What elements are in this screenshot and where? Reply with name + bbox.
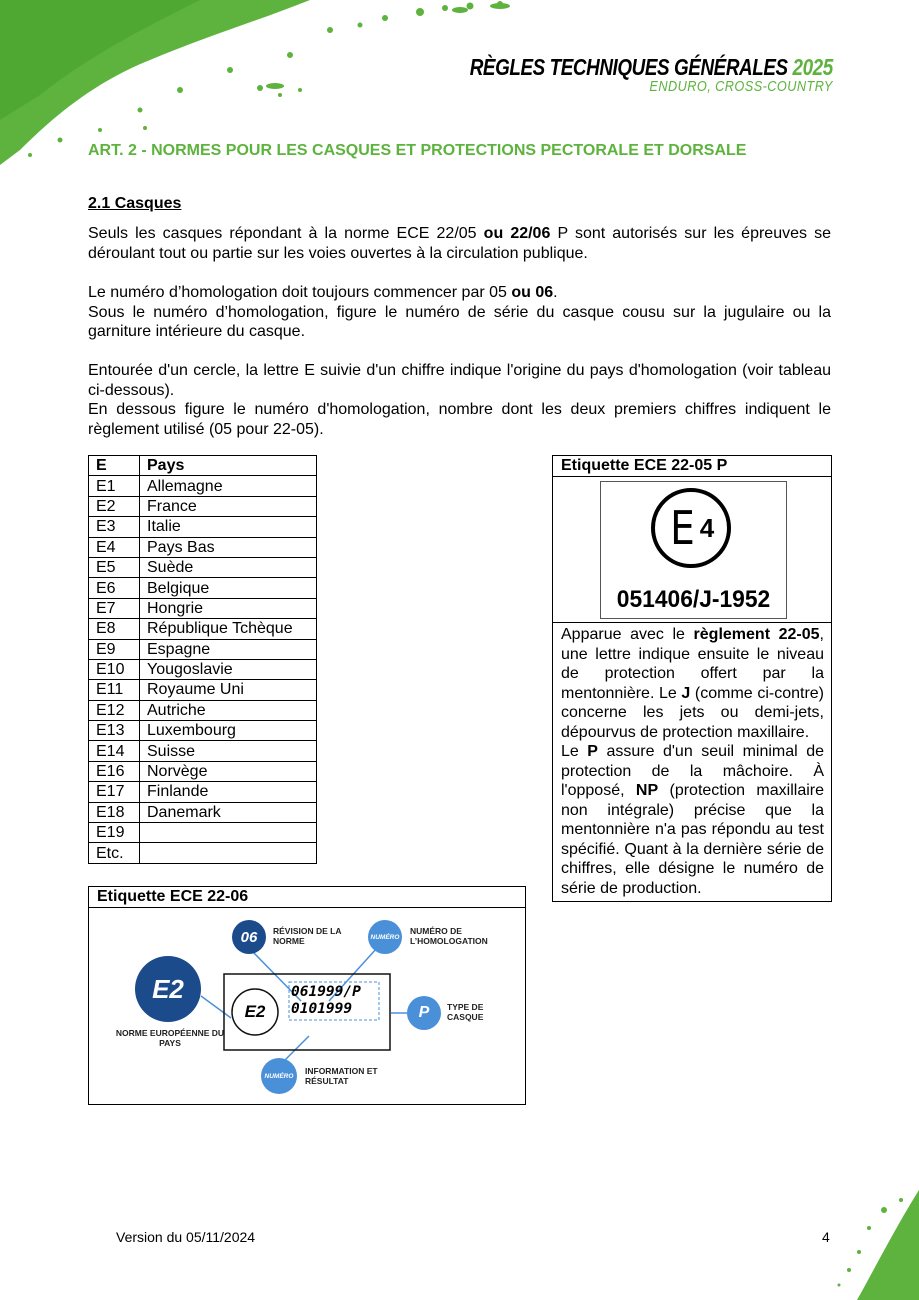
label-ece-2205-box xyxy=(552,455,832,902)
country-code-cell: E2 xyxy=(89,496,140,516)
country-name-cell: Belgique xyxy=(140,578,317,598)
country-code-cell: E6 xyxy=(89,578,140,598)
country-code-table xyxy=(88,455,317,864)
revision-badge: 06 xyxy=(232,920,266,954)
country-name-cell: Espagne xyxy=(140,639,317,659)
paragraph-homologation-number: Le numéro d’homologation doit toujours commencer par 05 ou 06. Sous le numéro d’homologation, figure le numéro de série du casque cousu sur la jugulaire ou la garniture intérieure du casque. xyxy=(88,284,831,340)
country-name-cell: Norvège xyxy=(140,761,317,781)
country-code-cell: E8 xyxy=(89,619,140,639)
country-name-cell: France xyxy=(140,496,317,516)
table-row xyxy=(89,517,317,537)
table-row xyxy=(89,843,317,863)
information-resultat-label: INFORMATION ET RÉSULTAT xyxy=(305,1066,378,1086)
country-code-cell: E14 xyxy=(89,741,140,761)
table-row xyxy=(89,659,317,679)
label-2205-description: Apparue avec le règlement 22-05, une lettre indique ensuite le niveau de protection offert par la mentonnière. Le J (comme ci-contre) concerne les jets ou demi-jets, dépourvus de protection maxillaire. Le P assure d'un seuil minimal de protection de la mâchoire. À l'opposé, NP (protection maxillaire non intégrale) précise que la mentonnière n'a pas répondu au test spécifié. Quant à la dernière série de chiffres, elle désigne le numéro de série de production. xyxy=(561,626,824,897)
country-code-cell: E12 xyxy=(89,700,140,720)
table-row xyxy=(89,761,317,781)
country-name-cell: Finlande xyxy=(140,782,317,802)
header-year: 2025 xyxy=(792,54,833,80)
green-splash-decoration-bottom xyxy=(789,1190,919,1300)
label-2206-diagram xyxy=(89,908,525,1104)
country-name-cell: Luxembourg xyxy=(140,721,317,741)
country-name-cell: Pays Bas xyxy=(140,537,317,557)
country-code-cell: E5 xyxy=(89,557,140,577)
type-badge-p: P xyxy=(407,996,441,1030)
label-2205-image xyxy=(553,477,831,623)
country-code-cell: E17 xyxy=(89,782,140,802)
type-casque-label: TYPE DE CASQUE xyxy=(447,1002,484,1022)
table-row xyxy=(89,619,317,639)
country-name-cell xyxy=(140,843,317,863)
country-code-cell: E19 xyxy=(89,823,140,843)
table-row xyxy=(89,476,317,496)
country-code-cell: E11 xyxy=(89,680,140,700)
table-header-e: E xyxy=(89,456,140,476)
paragraph-circle-letter: Entourée d'un cercle, la lettre E suivie d'un chiffre indique l'origine du pays d'homologation (voir tableau ci-dessous). En dessous figure le numéro d'homologation, nombre dont les deux premiers chiffres indiquent le règlement utilisé (05 pour 22-05). xyxy=(88,362,831,438)
header-subtitle: ENDURO, CROSS-COUNTRY xyxy=(649,78,833,95)
country-name-cell xyxy=(140,823,317,843)
country-code-cell: E7 xyxy=(89,598,140,618)
revision-label: RÉVISION DE LA NORME xyxy=(273,926,342,946)
numero-badge-2: NUMÉRO xyxy=(261,1058,297,1094)
code-line-1: 061999/P xyxy=(291,984,361,1000)
homologation-number: 051406/J-1952 xyxy=(616,586,771,613)
country-code-cell: E4 xyxy=(89,537,140,557)
country-code-cell: E1 xyxy=(89,476,140,496)
country-badge-e2: E2 xyxy=(135,956,201,1022)
country-name-cell: Hongrie xyxy=(140,598,317,618)
country-code-cell: Etc. xyxy=(89,843,140,863)
table-row xyxy=(89,598,317,618)
country-code-cell: E16 xyxy=(89,761,140,781)
e2-mark: E2 xyxy=(244,1002,266,1021)
country-name-cell: Allemagne xyxy=(140,476,317,496)
country-name-cell: Royaume Uni xyxy=(140,680,317,700)
label-2205-title: Etiquette ECE 22-05 P xyxy=(553,456,831,477)
header-title: RÈGLES TECHNIQUES GÉNÉRALES 2025 xyxy=(469,54,833,80)
table-row xyxy=(89,578,317,598)
country-name-cell: Suède xyxy=(140,557,317,577)
paragraph-helmet-norms: Seuls les casques répondant à la norme ECE 22/05 ou 22/06 P sont autorisés sur les épreuves se déroulant tout ou partie sur les voies ouvertes à la circulation publique. xyxy=(88,225,832,262)
numero-badge: NUMÉRO xyxy=(368,920,402,954)
country-name-cell: Autriche xyxy=(140,700,317,720)
numero-homologation-label: NUMÉRO DE L’HOMOLOGATION xyxy=(410,926,488,946)
footer-version: Version du 05/11/2024 xyxy=(116,1229,256,1245)
table-row xyxy=(89,496,317,516)
table-row xyxy=(89,700,317,720)
section-title: 2.1 Casques xyxy=(88,195,182,212)
table-row xyxy=(89,639,317,659)
country-code-cell: E13 xyxy=(89,721,140,741)
country-code-cell: E3 xyxy=(89,517,140,537)
table-row xyxy=(89,680,317,700)
page-number: 4 xyxy=(822,1229,830,1245)
e-circle-mark: E 4 xyxy=(651,488,731,568)
table-row xyxy=(89,741,317,761)
country-name-cell: Italie xyxy=(140,517,317,537)
table-header-pays: Pays xyxy=(140,456,317,476)
table-row xyxy=(89,782,317,802)
article-title: ART. 2 - NORMES POUR LES CASQUES ET PROTECTIONS PECTORALE ET DORSALE xyxy=(88,142,747,159)
table-row xyxy=(89,721,317,741)
country-code-cell: E10 xyxy=(89,659,140,679)
country-name-cell: Suisse xyxy=(140,741,317,761)
table-row xyxy=(89,823,317,843)
label-ece-2206-box xyxy=(88,886,526,1105)
norme-europeenne-label: NORME EUROPÉENNE DU PAYS xyxy=(115,1028,225,1048)
homologation-code xyxy=(291,984,381,1018)
document-header xyxy=(390,54,833,95)
country-name-cell: République Tchèque xyxy=(140,619,317,639)
table-row xyxy=(89,557,317,577)
country-name-cell: Yougoslavie xyxy=(140,659,317,679)
table-row xyxy=(89,537,317,557)
country-code-cell: E18 xyxy=(89,802,140,822)
table-row xyxy=(89,802,317,822)
code-line-2: 0101999 xyxy=(291,1001,353,1017)
country-name-cell: Danemark xyxy=(140,802,317,822)
country-code-cell: E9 xyxy=(89,639,140,659)
label-2206-title: Etiquette ECE 22-06 xyxy=(89,887,525,908)
